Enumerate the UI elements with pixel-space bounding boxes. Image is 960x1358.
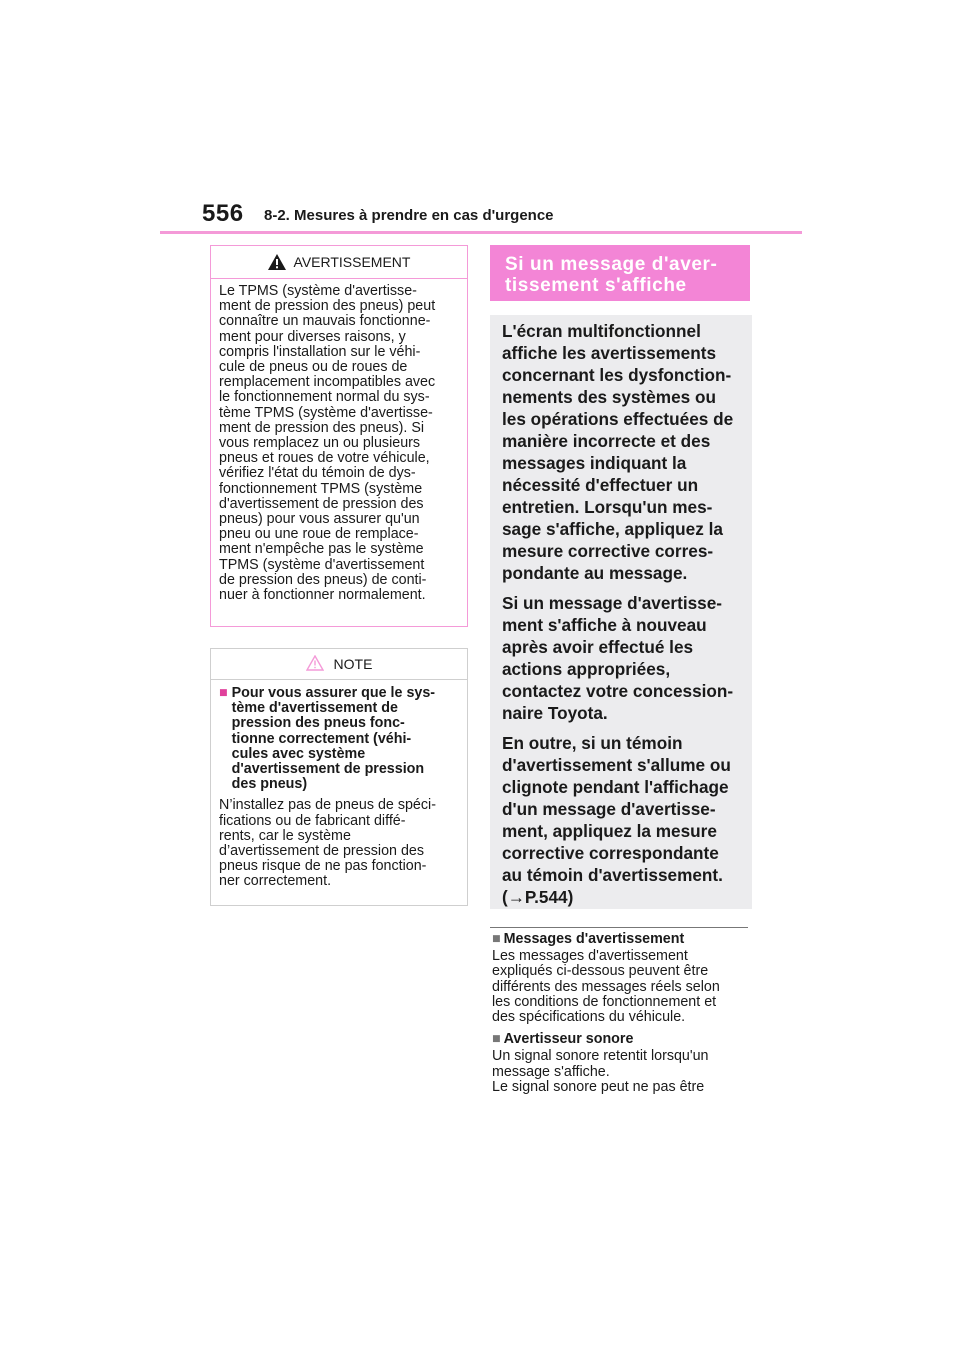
text-line: naire Toyota. [502, 703, 608, 723]
text-line: d'avertissement de pression [231, 761, 425, 778]
text-line: messages indiquant la [502, 453, 687, 473]
warning-title: AVERTISSEMENT [293, 254, 411, 270]
text-line: TPMS (système d'avertissement [219, 556, 425, 573]
text-line: compris l'installation sur le véhi- [219, 343, 421, 360]
text-line: ment s'affiche à nouveau [502, 615, 707, 635]
text-line: d'avertissement de pression des [219, 495, 424, 512]
text-line: ner correctement. [219, 873, 332, 890]
text-line: remplacement incompatibles avec [219, 374, 436, 391]
note-heading-text [232, 686, 435, 792]
text-line: les conditions de fonctionnement et [492, 993, 717, 1010]
text-line: Si un message d'aver- [505, 254, 718, 275]
buzzer-text [492, 1049, 754, 1095]
text-line: tionne correctement (véhi- [231, 730, 412, 747]
section-banner-title [505, 254, 750, 296]
text-line: pneus) pour vous assurer qu'un [219, 511, 420, 528]
warning-header [211, 246, 467, 279]
summary-box [490, 315, 752, 909]
text-line: rents, car le système [219, 827, 351, 844]
warning-text [211, 279, 467, 603]
summary-paragraph-3 [502, 732, 744, 908]
right-column-text [492, 932, 754, 1102]
square-bullet-icon: ■ [219, 685, 228, 701]
summary-paragraph-2 [502, 592, 744, 724]
text-line: ment pour diverses raisons, y [219, 328, 406, 345]
text-line: entretien. Lorsqu'un mes- [502, 497, 713, 517]
text-line: vérifiez l'état du témoin de dys- [219, 465, 416, 482]
text-line: d’avertissement de pression des [219, 843, 425, 860]
text-line: tème TPMS (système d'avertisse- [219, 404, 433, 421]
text-line: Un signal sonore retentit lorsqu'un [492, 1048, 709, 1065]
text-line: pondante au message. [502, 563, 688, 583]
text-line: après avoir effectué les [502, 637, 694, 657]
text-line: cules avec système [231, 745, 366, 762]
text-line: de pression des pneus) de conti- [219, 571, 427, 588]
text-line: actions appropriées, [502, 659, 671, 679]
text-line: Les messages d'avertissement [492, 948, 688, 965]
text-line: affiche les avertissements [502, 343, 717, 363]
text-line: ment de pression des pneus). Si [219, 419, 425, 436]
text-line: d'avertissement s'allume ou [502, 755, 731, 775]
text-line: ment n'empêche pas le système [219, 541, 424, 558]
warning-box [210, 245, 468, 627]
messages-heading-text: Messages d'avertissement [503, 931, 685, 947]
note-body [211, 680, 467, 890]
text-line: d'un message d'avertisse- [502, 799, 716, 819]
text-line: tème d'avertissement de [231, 700, 398, 717]
text-line: contactez votre concession- [502, 681, 734, 701]
text-line: les opérations effectuées de [502, 409, 734, 429]
text-line: pression des pneus fonc- [231, 715, 405, 732]
note-header [211, 649, 467, 680]
text-line: (→P.544) [502, 887, 574, 907]
text-line: ment, appliquez la mesure [502, 821, 717, 841]
page-number: 556 [202, 200, 244, 227]
text-line: L'écran multifonctionnel [502, 321, 701, 341]
text-line: vous remplacez un ou plusieurs [219, 435, 421, 452]
text-line: des spécifications du véhicule. [492, 1009, 686, 1026]
text-line: mesure corrective corres- [502, 541, 714, 561]
square-bullet-icon: ■ [492, 1031, 501, 1048]
warning-text-content [219, 284, 459, 603]
warning-triangle-icon [268, 254, 286, 270]
note-text [219, 798, 459, 889]
text-line: En outre, si un témoin [502, 733, 683, 753]
buzzer-heading-text: Avertisseur sonore [503, 1031, 634, 1048]
text-line: message s'affiche. [492, 1063, 610, 1080]
text-line: le fonctionnement normal du sys- [219, 389, 430, 406]
text-line: tissement s'affiche [505, 275, 687, 296]
text-line: Le TPMS (système d'avertisse- [219, 283, 417, 299]
text-line: Pour vous assurer que le sys- [231, 685, 436, 701]
text-line: différents des messages réels selon [492, 978, 720, 995]
text-line: Le signal sonore peut ne pas être [492, 1078, 705, 1095]
text-line: des pneus) [231, 776, 308, 793]
text-line: clignote pendant l'affichage [502, 777, 729, 797]
text-line: manière incorrecte et des [502, 431, 711, 451]
text-line: pneus risque de ne pas fonction- [219, 858, 427, 875]
note-heading [219, 686, 459, 792]
text-line: ment de pression des pneus) peut [219, 298, 436, 315]
square-bullet-icon: ■ [492, 931, 501, 947]
text-line: N’installez pas de pneus de spéci- [219, 797, 436, 814]
text-line: sage s'affiche, appliquez la [502, 519, 723, 539]
text-line: nécessité d'effectuer un [502, 475, 699, 495]
header-rule [160, 231, 802, 234]
messages-heading [492, 932, 754, 947]
text-line: pneus et roues de votre véhicule, [219, 450, 430, 467]
text-line: cule de pneus ou de roues de [219, 359, 408, 376]
text-line: fonctionnement TPMS (système [219, 480, 423, 497]
text-line: fications ou de fabricant diffé- [219, 812, 406, 829]
text-line: expliqués ci-dessous peuvent être [492, 963, 709, 980]
text-line: au témoin d'avertissement. [502, 865, 723, 885]
note-box [210, 648, 468, 906]
text-line: connaître un mauvais fonctionne- [219, 313, 431, 330]
text-line: corrective correspondante [502, 843, 719, 863]
note-title: NOTE [333, 656, 373, 672]
text-line: nuer à fonctionner normalement. [219, 587, 426, 604]
section-title: 8-2. Mesures à prendre en cas d'urgence [264, 207, 554, 224]
messages-text [492, 949, 754, 1025]
section-banner [490, 245, 750, 301]
summary-paragraph-1 [502, 320, 744, 584]
text-line: pneu ou une roue de remplace- [219, 526, 419, 543]
divider [490, 927, 748, 928]
text-line: concernant les dysfonction- [502, 365, 732, 385]
caution-outline-icon [306, 655, 324, 674]
text-line: Si un message d'avertisse- [502, 593, 722, 613]
buzzer-heading [492, 1032, 754, 1047]
text-line: nements des systèmes ou [502, 387, 716, 407]
